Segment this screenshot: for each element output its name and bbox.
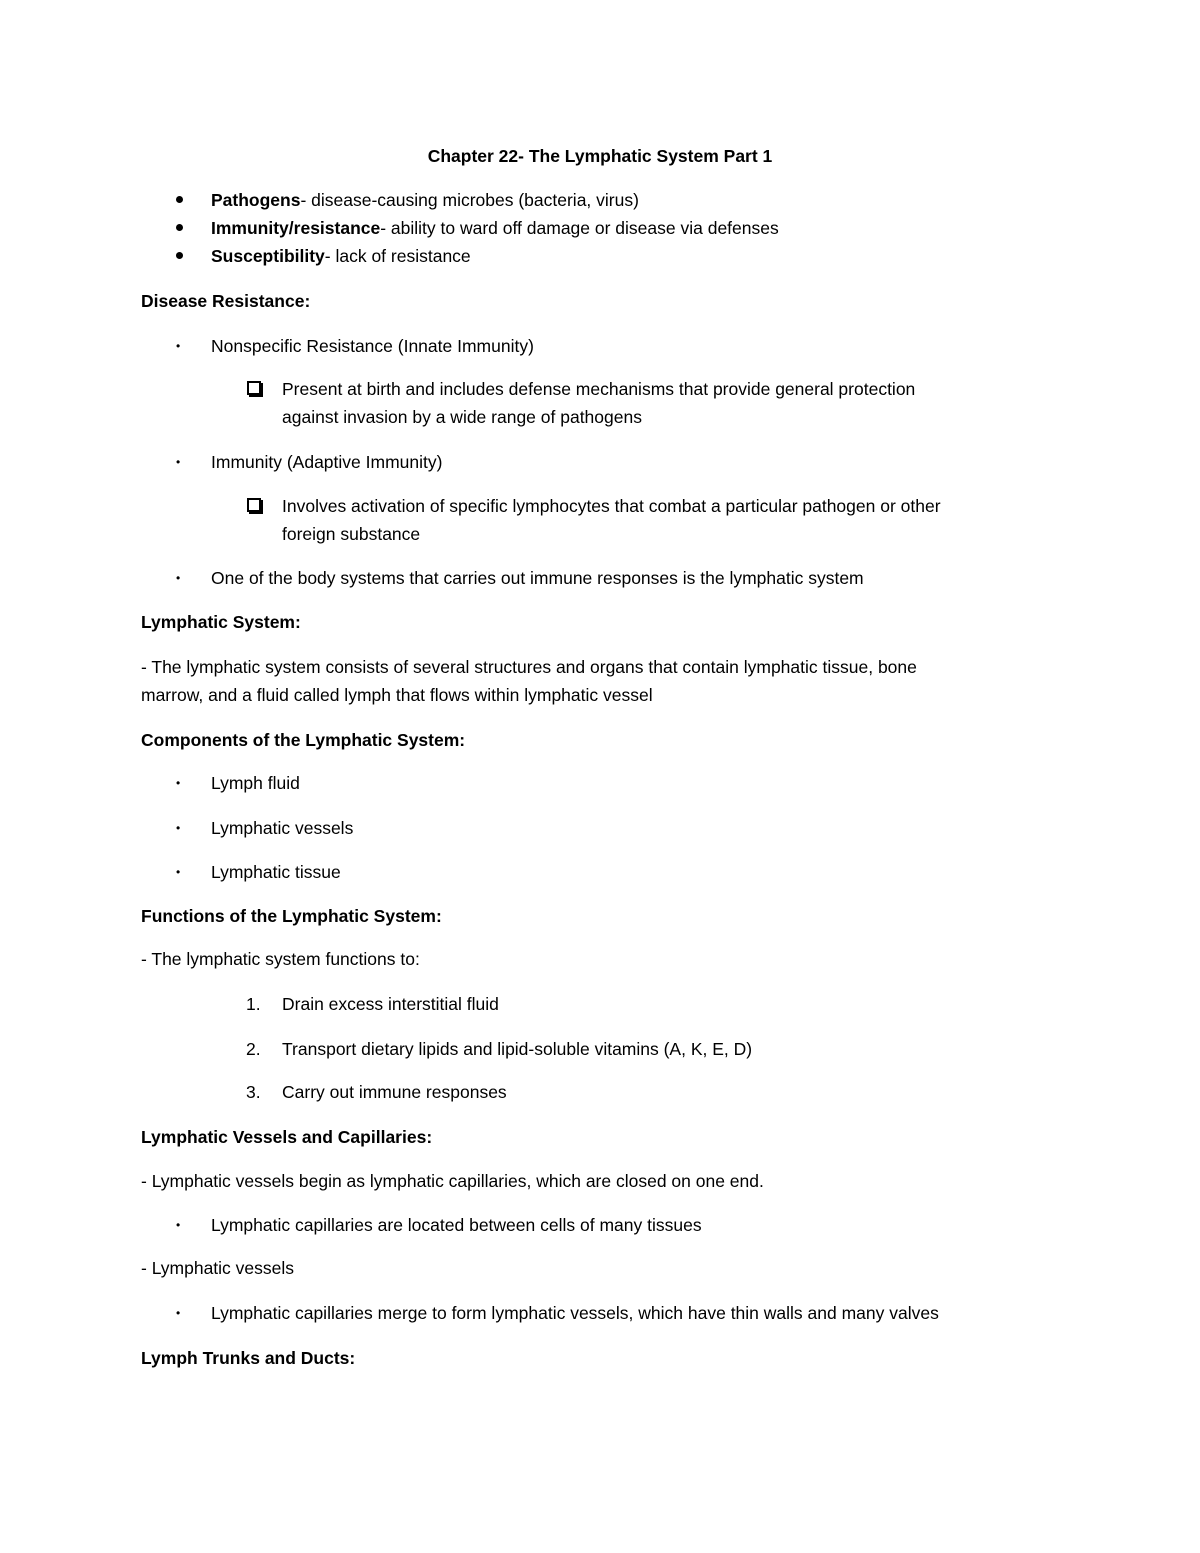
adaptive-immunity: Immunity (Adaptive Immunity) xyxy=(211,452,443,472)
term-susceptibility xyxy=(211,245,471,267)
vessels-intro: - Lymphatic vessels begin as lymphatic capillaries, which are closed on one end. xyxy=(141,1171,764,1191)
term-definition: - lack of resistance xyxy=(324,246,471,266)
vessels-subheading: - Lymphatic vessels xyxy=(141,1258,295,1278)
bullet-icon: • xyxy=(176,865,181,879)
component-item: Lymph fluid xyxy=(211,773,300,793)
term-label: Pathogens xyxy=(211,190,301,210)
term-label: Immunity/resistance xyxy=(211,218,381,238)
checkbox-icon xyxy=(247,498,261,512)
nonspecific-detail-line-1: Present at birth and includes defense mechanisms that provide general protection xyxy=(282,379,916,399)
term-pathogens xyxy=(211,189,639,211)
capillaries-merge: Lymphatic capillaries merge to form lymphatic vessels, which have thin walls and many valves xyxy=(211,1303,939,1323)
bullet-icon xyxy=(176,252,183,259)
heading-vessels-capillaries: Lymphatic Vessels and Capillaries: xyxy=(141,1127,433,1147)
heading-functions: Functions of the Lymphatic System: xyxy=(141,906,442,926)
checkbox-icon xyxy=(247,381,261,395)
immunity-detail-line-1: Involves activation of specific lymphocytes that combat a particular pathogen or other xyxy=(282,496,941,516)
immune-systems-note: One of the body systems that carries out immune responses is the lymphatic system xyxy=(211,568,864,588)
page-title: Chapter 22- The Lymphatic System Part 1 xyxy=(427,146,773,166)
bullet-icon: • xyxy=(176,339,181,353)
bullet-icon xyxy=(176,196,183,203)
component-item: Lymphatic tissue xyxy=(211,862,341,882)
term-label: Susceptibility xyxy=(211,246,325,266)
list-number: 2. xyxy=(246,1039,261,1059)
bullet-icon: • xyxy=(176,821,181,835)
term-definition: - disease-causing microbes (bacteria, virus) xyxy=(300,190,639,210)
bullet-icon xyxy=(176,224,183,231)
function-item: Carry out immune responses xyxy=(282,1082,507,1102)
lymphatic-system-text-line-1: - The lymphatic system consists of several structures and organs that contain lymphatic tissue, bone xyxy=(141,657,917,677)
term-immunity xyxy=(211,217,779,239)
bullet-icon: • xyxy=(176,455,181,469)
lymphatic-system-text-line-2: marrow, and a fluid called lymph that flows within lymphatic vessel xyxy=(141,685,653,705)
nonspecific-resistance: Nonspecific Resistance (Innate Immunity) xyxy=(211,336,534,356)
list-number: 1. xyxy=(246,994,261,1014)
bullet-icon: • xyxy=(176,1218,181,1232)
component-item: Lymphatic vessels xyxy=(211,818,354,838)
bullet-icon: • xyxy=(176,1306,181,1320)
function-item: Drain excess interstitial fluid xyxy=(282,994,499,1014)
capillaries-location: Lymphatic capillaries are located between cells of many tissues xyxy=(211,1215,702,1235)
list-number: 3. xyxy=(246,1082,261,1102)
function-item: Transport dietary lipids and lipid-soluble vitamins (A, K, E, D) xyxy=(282,1039,753,1059)
term-definition: - ability to ward off damage or disease via defenses xyxy=(380,218,779,238)
nonspecific-detail-line-2: against invasion by a wide range of pathogens xyxy=(282,407,642,427)
functions-intro: - The lymphatic system functions to: xyxy=(141,949,420,969)
heading-trunks-ducts: Lymph Trunks and Ducts: xyxy=(141,1348,356,1368)
bullet-icon: • xyxy=(176,571,181,585)
heading-components: Components of the Lymphatic System: xyxy=(141,730,466,750)
heading-disease-resistance: Disease Resistance: xyxy=(141,291,311,311)
immunity-detail-line-2: foreign substance xyxy=(282,524,421,544)
heading-lymphatic-system: Lymphatic System: xyxy=(141,612,301,632)
bullet-icon: • xyxy=(176,776,181,790)
